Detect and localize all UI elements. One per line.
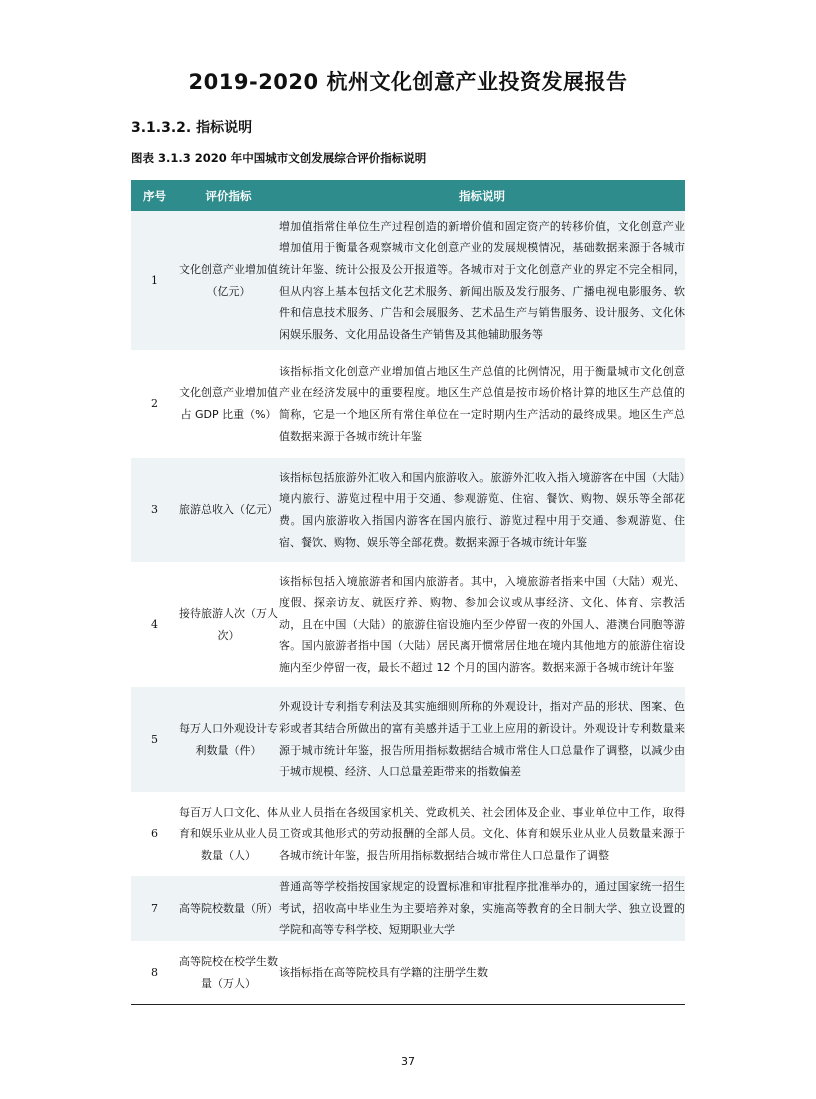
table-row <box>131 350 685 458</box>
table-row <box>131 211 685 350</box>
row-number: 5 <box>131 687 178 792</box>
row-number: 1 <box>131 211 178 350</box>
indicator-description: 外观设计专利指专利法及其实施细则所称的外观设计，指对产品的形状、图案、色彩或者其结合所做出的富有美感并适于工业上应用的新设计。外观设计专利数量来源于城市统计年鉴，报告所用指标数据结合城市常住人口总量作了调整，以减少由于城市规模、经济、人口总量差距带来的指数偏差 <box>279 687 685 792</box>
indicator-name: 高等院校数量（所） <box>178 876 279 941</box>
row-number: 3 <box>131 458 178 562</box>
table-header-row <box>131 180 685 211</box>
page-number: 37 <box>401 1055 415 1068</box>
row-number: 8 <box>131 941 178 1005</box>
table-row <box>131 876 685 941</box>
indicator-description: 该指标指在高等院校具有学籍的注册学生数 <box>279 941 685 1005</box>
indicator-name: 高等院校在校学生数量（万人） <box>178 941 279 1005</box>
indicator-name: 每百万人口文化、体育和娱乐业从业人员数量（人） <box>178 792 279 876</box>
indicator-description: 该指标包括旅游外汇收入和国内旅游收入。旅游外汇收入指入境游客在中国（大陆）境内旅行、游览过程中用于交通、参观游览、住宿、餐饮、购物、娱乐等全部花费。国内旅游收入指国内游客在国内旅行、游览过程中用于交通、参观游览、住宿、餐饮、购物、娱乐等全部花费。数据来源于各城市统计年鉴 <box>279 458 685 562</box>
document-title: 2019-2020 杭州文化创意产业投资发展报告 <box>188 70 628 94</box>
indicator-name: 旅游总收入（亿元） <box>178 458 279 562</box>
row-number: 6 <box>131 792 178 876</box>
indicator-name: 接待旅游人次（万人次） <box>178 562 279 687</box>
header-description: 指标说明 <box>279 180 685 211</box>
table-row <box>131 792 685 876</box>
indicator-name: 每万人口外观设计专利数量（件） <box>178 687 279 792</box>
indicator-description: 普通高等学校指按国家规定的设置标准和审批程序批准举办的，通过国家统一招生考试，招收高中毕业生为主要培养对象，实施高等教育的全日制大学、独立设置的学院和高等专科学校、短期职业大学 <box>279 876 685 941</box>
indicator-description: 从业人员指在各级国家机关、党政机关、社会团体及企业、事业单位中工作，取得工资或其他形式的劳动报酬的全部人员。文化、体育和娱乐业从业人员数量来源于各城市统计年鉴，报告所用指标数据结合城市常住人口总量作了调整 <box>279 792 685 876</box>
row-number: 2 <box>131 350 178 458</box>
table-row <box>131 562 685 687</box>
indicator-name: 文化创意产业增加值（亿元） <box>178 211 279 350</box>
indicator-description: 增加值指常住单位生产过程创造的新增价值和固定资产的转移价值，文化创意产业增加值用于衡量各观察城市文化创意产业的发展规模情况，基础数据来源于各城市统计年鉴、统计公报及公开报道等。各城市对于文化创意产业的界定不完全相同，但从内容上基本包括文化艺术服务、新闻出版及发行服务、广播电视电影服务、软件和信息技术服务、广告和会展服务、艺术品生产与销售服务、设计服务、文化休闲娱乐服务、文化用品设备生产销售及其他辅助服务等 <box>279 211 685 350</box>
table-row <box>131 458 685 562</box>
indicator-description: 该指标包括入境旅游者和国内旅游者。其中，入境旅游者指来中国（大陆）观光、度假、探亲访友、就医疗养、购物、参加会议或从事经济、文化、体育、宗教活动，且在中国（大陆）的旅游住宿设施内至少停留一夜的外国人、港澳台同胞等游客。国内旅游者指中国（大陆）居民离开惯常居住地在境内其他地方的旅游住宿设施内至少停留一夜，最长不超过 12 个月的国内游客。数据来源于各城市统计年鉴 <box>279 562 685 687</box>
section-heading: 3.1.3.2. 指标说明 <box>131 120 253 136</box>
indicator-description: 该指标指文化创意产业增加值占地区生产总值的比例情况，用于衡量城市文化创意产业在经济发展中的重要程度。地区生产总值是按市场价格计算的地区生产总值的简称，它是一个地区所有常住单位在一定时期内生产活动的最终成果。地区生产总值数据来源于各城市统计年鉴 <box>279 350 685 458</box>
header-no: 序号 <box>131 180 178 211</box>
table-caption: 图表 3.1.3 2020 年中国城市文创发展综合评价指标说明 <box>131 151 427 165</box>
table-row <box>131 941 685 1005</box>
table-row <box>131 687 685 792</box>
row-number: 7 <box>131 876 178 941</box>
row-number: 4 <box>131 562 178 687</box>
indicator-table <box>131 180 685 1005</box>
indicator-name: 文化创意产业增加值占 GDP 比重（%） <box>178 350 279 458</box>
header-indicator: 评价指标 <box>178 180 279 211</box>
